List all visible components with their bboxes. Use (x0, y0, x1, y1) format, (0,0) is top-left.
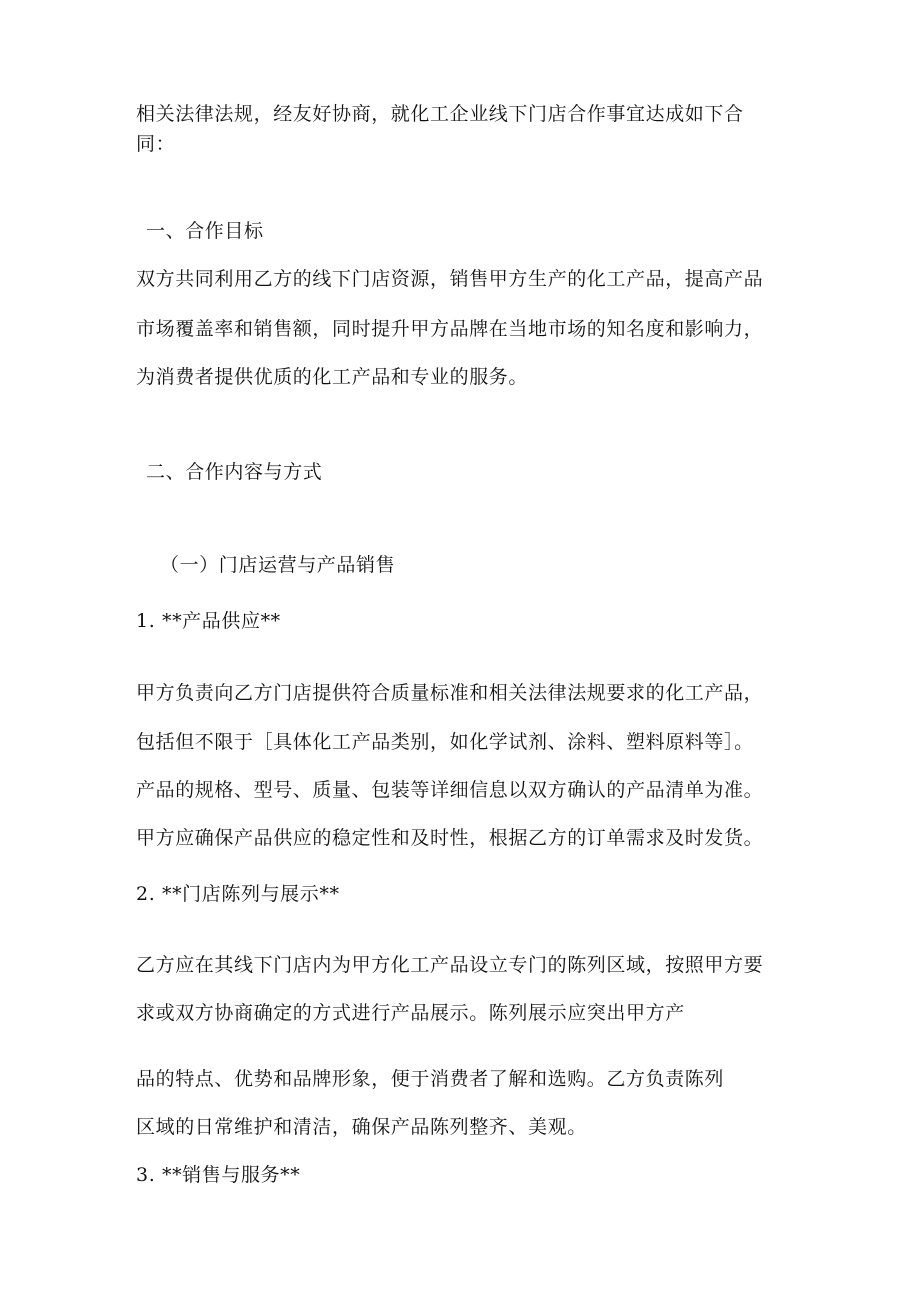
section-heading-1: 一、合作目标 (146, 220, 264, 242)
paragraph-supply-line-4: 甲方应确保产品供应的稳定性和及时性，根据乙方的订单需求及时发货。 (136, 827, 764, 849)
paragraph-goal-line-1: 双方共同利用乙方的线下门店资源，销售甲方生产的化工产品，提高产品 (136, 268, 764, 290)
paragraph-display-line-3: 品的特点、优势和品牌形象，便于消费者了解和选购。乙方负责陈列 (136, 1068, 725, 1090)
item-heading-3: 3. **销售与服务** (136, 1164, 301, 1186)
paragraph-intro-line-1: 相关法律法规，经友好协商，就化工企业线下门店合作事宜达成如下合 (136, 103, 744, 125)
paragraph-supply-line-3: 产品的规格、型号、质量、包装等详细信息以双方确认的产品清单为准。 (136, 779, 764, 801)
subsection-heading-1: （一）门店运营与产品销售 (160, 554, 396, 576)
paragraph-display-line-4: 区域的日常维护和清洁，确保产品陈列整齐、美观。 (136, 1116, 587, 1138)
item-heading-1: 1. **产品供应** (136, 610, 281, 632)
paragraph-goal-line-3: 为消费者提供优质的化工产品和专业的服务。 (136, 366, 529, 388)
item-heading-2: 2. **门店陈列与展示** (136, 883, 340, 905)
paragraph-goal-line-2: 市场覆盖率和销售额，同时提升甲方品牌在当地市场的知名度和影响力， (136, 318, 764, 340)
paragraph-supply-line-1: 甲方负责向乙方门店提供符合质量标准和相关法律法规要求的化工产品， (136, 682, 764, 704)
paragraph-display-line-2: 求或双方协商确定的方式进行产品展示。陈列展示应突出甲方产 (136, 1002, 685, 1024)
paragraph-supply-line-2: 包括但不限于［具体化工产品类别，如化学试剂、涂料、塑料原料等］。 (136, 731, 754, 753)
paragraph-display-line-1: 乙方应在其线下门店内为甲方化工产品设立专门的陈列区域，按照甲方要 (136, 954, 764, 976)
section-heading-2: 二、合作内容与方式 (146, 461, 323, 483)
paragraph-intro-line-2: 同： (136, 133, 176, 155)
